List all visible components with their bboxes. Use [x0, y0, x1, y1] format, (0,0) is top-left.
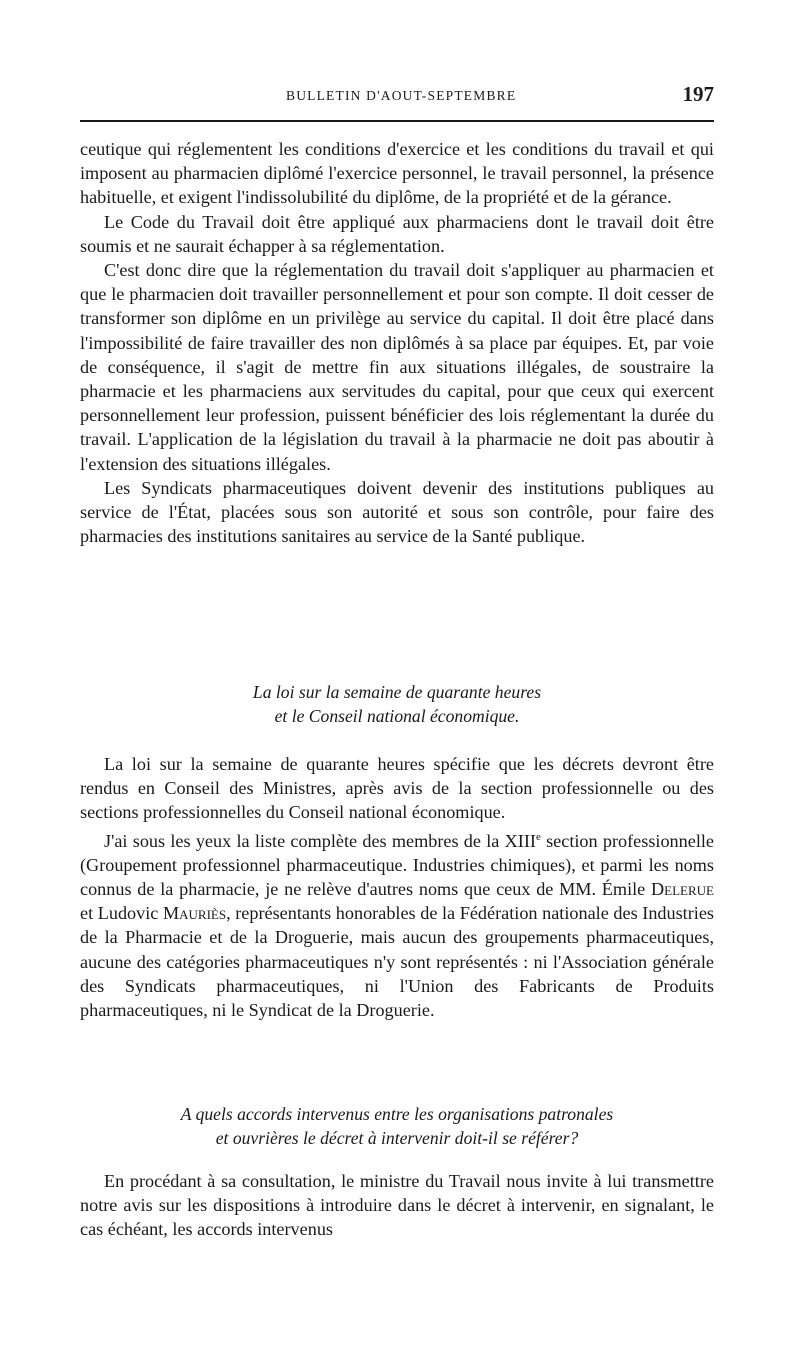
heading-line: La loi sur la semaine de quarante heures [252, 682, 542, 702]
superscript: e [535, 830, 541, 843]
header-rule [80, 120, 714, 122]
heading-line: et le Conseil national économique. [274, 706, 520, 726]
text-block-3 [80, 1169, 714, 1242]
person-name: Mauriès [162, 903, 227, 924]
text-run: et Ludovic [80, 903, 163, 924]
page-number: 197 [682, 82, 714, 106]
paragraph [80, 825, 714, 1023]
running-header [80, 82, 714, 112]
section-heading-1 [80, 680, 714, 728]
running-title: BULLETIN D'AOUT-SEPTEMBRE [286, 88, 517, 103]
paragraph: En procédant à sa consultation, le ministre du Travail nous invite à lui transmettre notre avis sur les dispositions à introduire dans le décret à intervenir, en signalant, le cas échéant, les accords intervenus [80, 1171, 714, 1240]
text-run: J'ai sous les yeux la liste complète des membres de la XIII [104, 830, 536, 851]
section-heading-2 [80, 1102, 714, 1150]
text-block-2 [80, 752, 714, 1022]
paragraph: Le Code du Travail doit être appliqué aux pharmaciens dont le travail doit être soumis et ne saurait échapper à sa réglementation. [80, 211, 714, 256]
paragraph: C'est donc dire que la réglementation du travail doit s'appliquer au pharmacien et que le pharmacien doit travailler personnellement et pour son compte. Il doit cesser de transformer son diplôme en un privilège au service du capital. Il doit être placé dans l'impossibilité de faire travailler des non diplômés à sa place par équipes. Et, par voie de conséquence, il s'agit de mettre fin aux situations illégales, de soustraire la pharmacie et les pharmaciens aux servitudes du capital, pour que ceux qui exercent personnellement leur profession, puissent bénéficier des lois réglementant la durée du travail. L'application de la législation du travail à la pharmacie ne doit pas aboutir à l'extension des situations illégales. [80, 260, 714, 474]
heading-line: A quels accords intervenus entre les organisations patronales [180, 1104, 614, 1124]
text-run: , représentants honorables de la Fédération nationale des Industries de la Pharmacie et de la Droguerie, mais aucun des groupements pharmaceutiques, aucune des catégories pharmaceutiques n'y sont représentés : ni l'Association générale des Syndicats pharmaceutiques, ni l'Union des Fabricants de Produits pharmaceutiques, ni le Syndicat de la Droguerie. [80, 903, 714, 1021]
text-block-1 [80, 137, 714, 548]
heading-line: et ouvrières le décret à intervenir doit-il se référer? [215, 1128, 579, 1148]
text-run: section professionnelle (Groupement professionnel pharmaceutique. Industries chimiques), et parmi les noms connus de la pharmacie, je ne relève d'autres noms que ceux de MM. Émile [80, 830, 714, 900]
person-name: Delerue [651, 879, 714, 900]
paragraph: Les Syndicats pharmaceutiques doivent devenir des institutions publiques au service de l'État, placées sous son autorité et sous son contrôle, pour faire des pharmacies des institutions sanitaires au service de la Santé publique. [80, 477, 714, 547]
paragraph: La loi sur la semaine de quarante heures spécifie que les décrets devront être rendus en Conseil des Ministres, après avis de la section professionnelle ou des sections professionnelles du Conseil national économique. [80, 754, 714, 823]
paragraph: ceutique qui réglementent les conditions d'exercice et les conditions du travail et qui imposent au pharmacien diplômé l'exercice personnel, le travail personnel, la présence habituelle, et exigent l'indissolubilité du diplôme, de la propriété et de la gérance. [80, 139, 714, 208]
